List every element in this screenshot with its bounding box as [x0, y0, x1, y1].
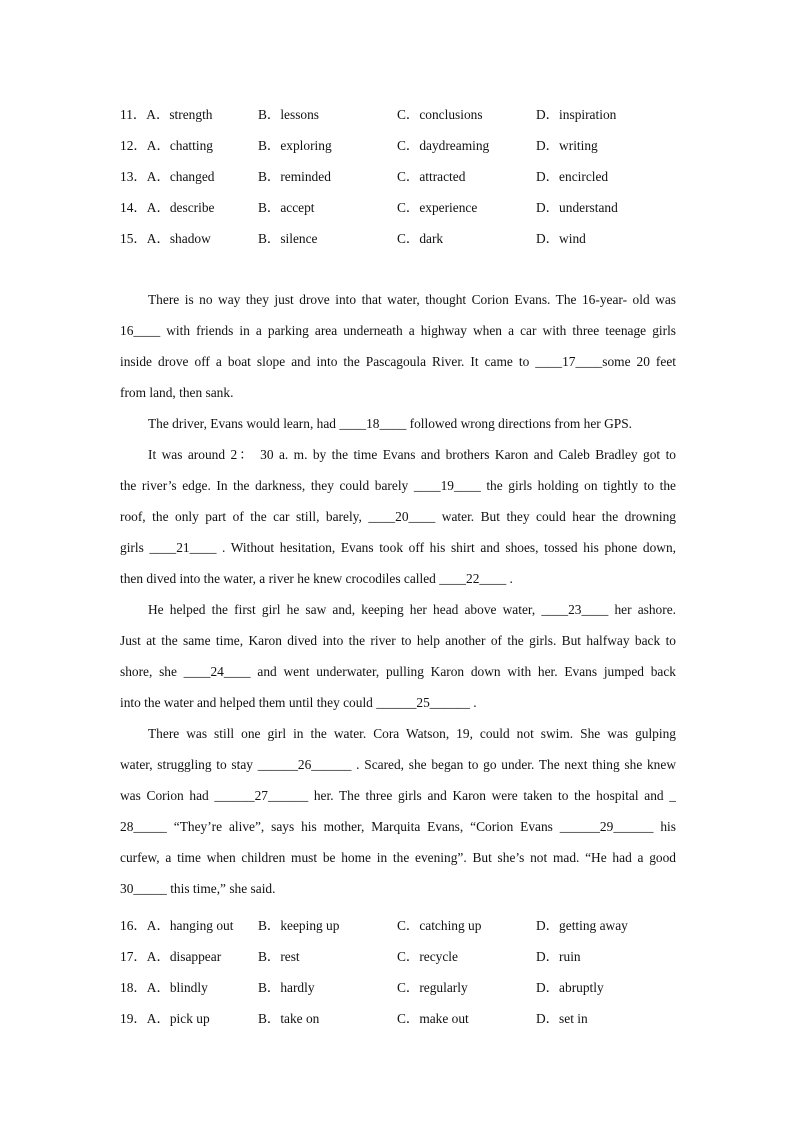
- option-a: 19．A．pick up: [120, 1011, 210, 1026]
- option-d: D．writing: [536, 138, 598, 153]
- option-b: B．silence: [258, 231, 318, 246]
- option-d: D．abruptly: [536, 980, 604, 995]
- passage-line: into the water and helped them until they could ______25______ .: [120, 695, 477, 710]
- option-a: 14．A．describe: [120, 200, 215, 215]
- passage-line: The driver, Evans would learn, had ____18____ followed wrong directions from her GPS.: [148, 416, 633, 431]
- passage-line: 30_____ this time,” she said.: [120, 881, 276, 896]
- passage-line: It was around 2： 30 a. m. by the time Evans and brothers Karon and Caleb Bradley got to: [148, 447, 676, 462]
- option-d: D．understand: [536, 200, 618, 215]
- passage-line: 28_____ “They’re alive”, says his mother, Marquita Evans, “Corion Evans ______29______ his: [120, 819, 676, 834]
- option-b: B．reminded: [258, 169, 331, 184]
- passage-line: He helped the first girl he saw and, keeping her head above water, ____23____ her ashore.: [148, 602, 676, 617]
- option-c: C．experience: [397, 200, 478, 215]
- option-b: B．hardly: [258, 980, 315, 995]
- passage-line: from land, then sank.: [120, 385, 234, 400]
- option-b: B．keeping up: [258, 918, 340, 933]
- option-row-19: [120, 1008, 690, 1028]
- option-a: 16．A．hanging out: [120, 918, 234, 933]
- option-b: B．exploring: [258, 138, 332, 153]
- option-b: B．lessons: [258, 107, 320, 122]
- passage-line: was Corion had ______27______ her. The three girls and Karon were taken to the hospital and _: [120, 788, 676, 803]
- option-a: 18．A．blindly: [120, 980, 208, 995]
- option-d: D．encircled: [536, 169, 609, 184]
- passage-line: the river’s edge. In the darkness, they could barely ____19____ the girls holding on tightly to the: [120, 478, 676, 493]
- option-c: C．dark: [397, 231, 444, 246]
- passage: [120, 290, 676, 910]
- option-row-13: [120, 166, 690, 186]
- option-d: D．getting away: [536, 918, 628, 933]
- option-a: 17．A．disappear: [120, 949, 222, 964]
- option-d: D．ruin: [536, 949, 581, 964]
- option-row-14: [120, 197, 690, 217]
- option-c: C．recycle: [397, 949, 458, 964]
- option-row-17: [120, 946, 690, 966]
- option-row-11: [120, 104, 690, 124]
- option-c: C．daydreaming: [397, 138, 490, 153]
- option-d: D．wind: [536, 231, 586, 246]
- option-b: B．take on: [258, 1011, 320, 1026]
- option-a: 15．A．shadow: [120, 231, 211, 246]
- option-row-15: [120, 228, 690, 248]
- option-row-16: [120, 915, 690, 935]
- passage-line: roof, the only part of the car still, barely, ____20____ water. But they could hear the drowning: [120, 509, 676, 524]
- option-d: D．set in: [536, 1011, 588, 1026]
- passage-line: shore, she ____24____ and went underwater, pulling Karon down with her. Evans jumped back: [120, 664, 676, 679]
- passage-line: then dived into the water, a river he knew crocodiles called ____22____ .: [120, 571, 513, 586]
- passage-line: inside drove off a boat slope and into the Pascagoula River. It came to ____17____some 20 feet: [120, 354, 676, 369]
- option-c: C．attracted: [397, 169, 466, 184]
- option-b: B．accept: [258, 200, 315, 215]
- passage-line: 16____ with friends in a parking area underneath a highway when a car with three teenage girls: [120, 323, 676, 338]
- option-c: C．regularly: [397, 980, 468, 995]
- option-c: C．catching up: [397, 918, 482, 933]
- option-c: C．conclusions: [397, 107, 483, 122]
- option-row-18: [120, 977, 690, 997]
- option-b: B．rest: [258, 949, 300, 964]
- passage-line: There is no way they just drove into that water, thought Corion Evans. The 16-year- old was: [148, 292, 676, 307]
- passage-line: There was still one girl in the water. Cora Watson, 19, could not swim. She was gulping: [148, 726, 676, 741]
- option-a: 11．A．strength: [120, 107, 213, 122]
- option-d: D．inspiration: [536, 107, 617, 122]
- passage-line: Just at the same time, Karon dived into the river to help another of the girls. But halfway back to: [120, 633, 676, 648]
- option-row-12: [120, 135, 690, 155]
- passage-line: curfew, a time when children must be home in the evening”. But she’s not mad. “He had a good: [120, 850, 676, 865]
- passage-line: water, struggling to stay ______26______ . Scared, she began to go under. The next thing she knew: [120, 757, 676, 772]
- option-a: 12．A．chatting: [120, 138, 213, 153]
- option-a: 13．A．changed: [120, 169, 215, 184]
- passage-line: girls ____21____ . Without hesitation, Evans took off his shirt and shoes, tossed his phone down,: [120, 540, 676, 555]
- option-c: C．make out: [397, 1011, 469, 1026]
